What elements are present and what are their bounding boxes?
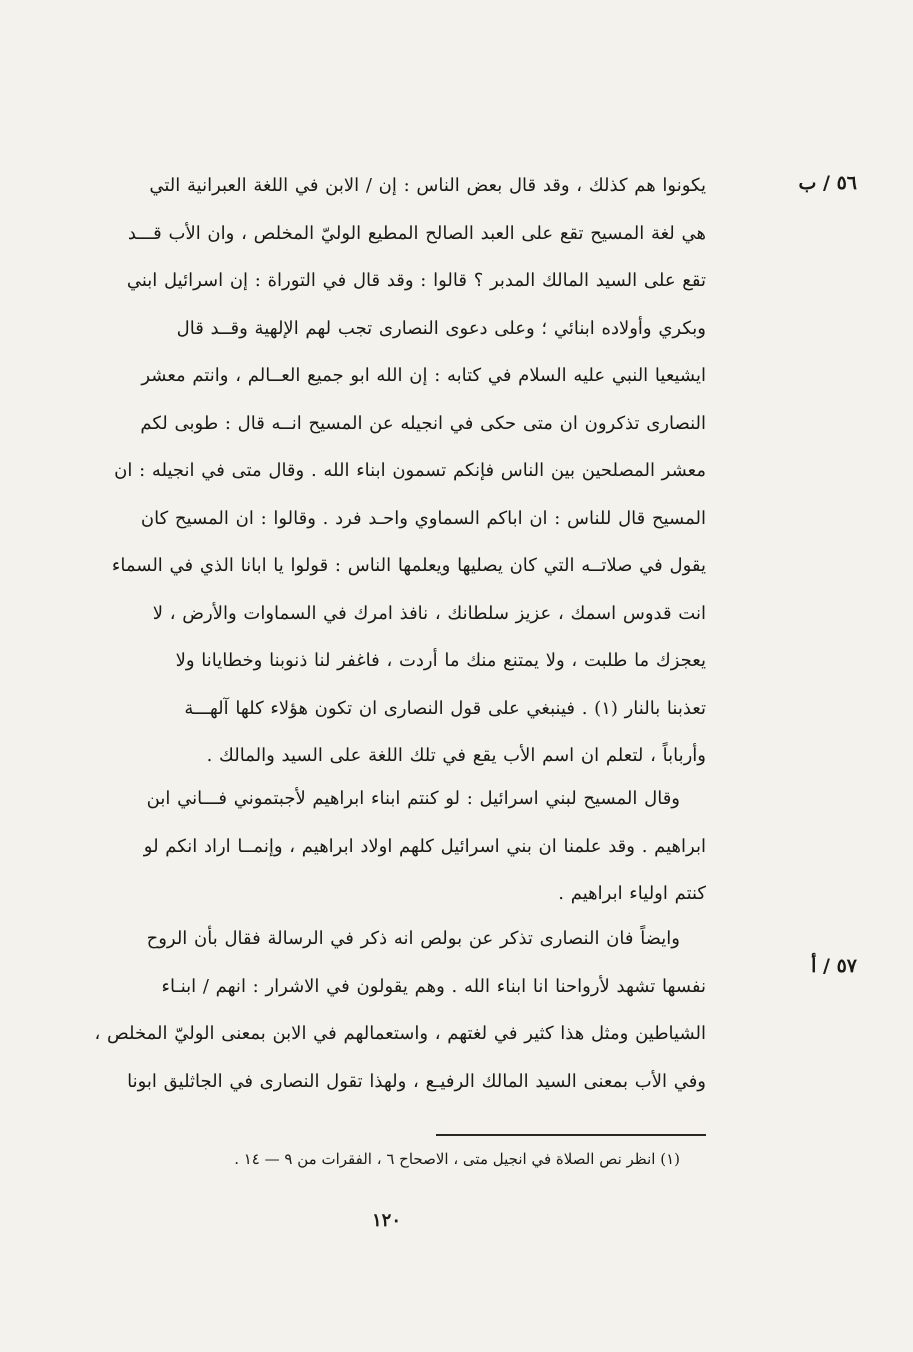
folio-marker-56b: ٥٦ / ب [798, 172, 857, 194]
text-line: الشياطين ومثل هذا كثير في لغتهم ، واستعمالهم في الابن بمعنى الوليّ المخلص ، [94, 1023, 706, 1044]
text-line: تقع على السيد المالك المدبر ؟ قالوا : وقد قال في التوراة : إن اسرائيل ابني [126, 270, 706, 291]
text-line: تعذبنا بالنار (١) . فينبغي على قول النصارى ان تكون هؤلاء كلها آلهـــة [184, 697, 706, 719]
text-line: كنتم اولياء ابراهيم . [558, 883, 706, 904]
folio-marker-57a: ٥٧ / أ [811, 955, 857, 977]
text-line: وقال المسيح لبني اسرائيل : لو كنتم ابناء ابراهيم لأجبتموني فـــاني ابن [146, 788, 680, 809]
text-line: يكونوا هم كذلك ، وقد قال بعض الناس : إن / الابن في اللغة العبرانية التي [149, 175, 706, 196]
text-line: ايشيعيا النبي عليه السلام في كتابه : إن الله ابو جميع العــالم ، وانتم معشر [141, 365, 706, 386]
paragraph-1 [36, 162, 706, 780]
text-line: معشر المصلحين بين الناس فإنكم تسمون ابناء الله . وقال متى في انجيله : ان [114, 460, 706, 481]
text-line: ابراهيم . وقد علمنا ان بني اسرائيل كلهم اولاد ابراهيم ، وإنمــا اراد انكم لو [143, 835, 706, 857]
paragraph-3 [36, 915, 706, 1105]
page-number: ١٢٠ [371, 1210, 401, 1231]
text-line: وايضاً فان النصارى تذكر عن بولص انه ذكر في الرسالة فقال بأن الروح [146, 928, 680, 949]
text-line: وفي الأب بمعنى السيد المالك الرفيـع ، ولهذا تقول النصارى في الجاثليق ابونا [127, 1070, 706, 1092]
text-line: النصارى تذكرون ان متى حكى في انجيله عن المسيح انــه قال : طوبى لكم [140, 412, 706, 434]
paragraph-2 [36, 775, 706, 918]
text-line: وأرباباً ، لتعلم ان اسم الأب يقع في تلك اللغة على السيد والمالك . [206, 745, 706, 766]
text-line: وبكري وأولاده ابنائي ؛ وعلى دعوى النصارى تجب لهم الإلهية وقــد قال [176, 317, 706, 339]
text-line: يقول في صلاتــه التي كان يصليها ويعلمها الناس : قولوا يا ابانا الذي في السماء [111, 555, 706, 576]
footnote-divider [436, 1134, 706, 1136]
footnote: (١) انظر نص الصلاة في انجيل متى ، الاصحاح ٦ ، الفقرات من ٩ — ١٤ . [234, 1150, 680, 1168]
text-line: هي لغة المسيح تقع على العبد الصالح المطيع الوليّ المخلص ، وان الأب قـــد [127, 222, 706, 244]
text-line: المسيح قال للناس : ان اباكم السماوي واحـد فرد . وقالوا : ان المسيح كان [140, 507, 706, 529]
text-line: انت قدوس اسمك ، عزيز سلطانك ، نافذ امرك في السماوات والأرض ، لا [152, 602, 706, 624]
text-line: نفسها تشهد لأرواحنا انا ابناء الله . وهم يقولون في الاشرار : انهم / ابنـاء [161, 975, 706, 997]
text-line: يعجزك ما طلبت ، ولا يمتنع منك ما أردت ، فاغفر لنا ذنوبنا وخطايانا ولا [175, 650, 706, 671]
